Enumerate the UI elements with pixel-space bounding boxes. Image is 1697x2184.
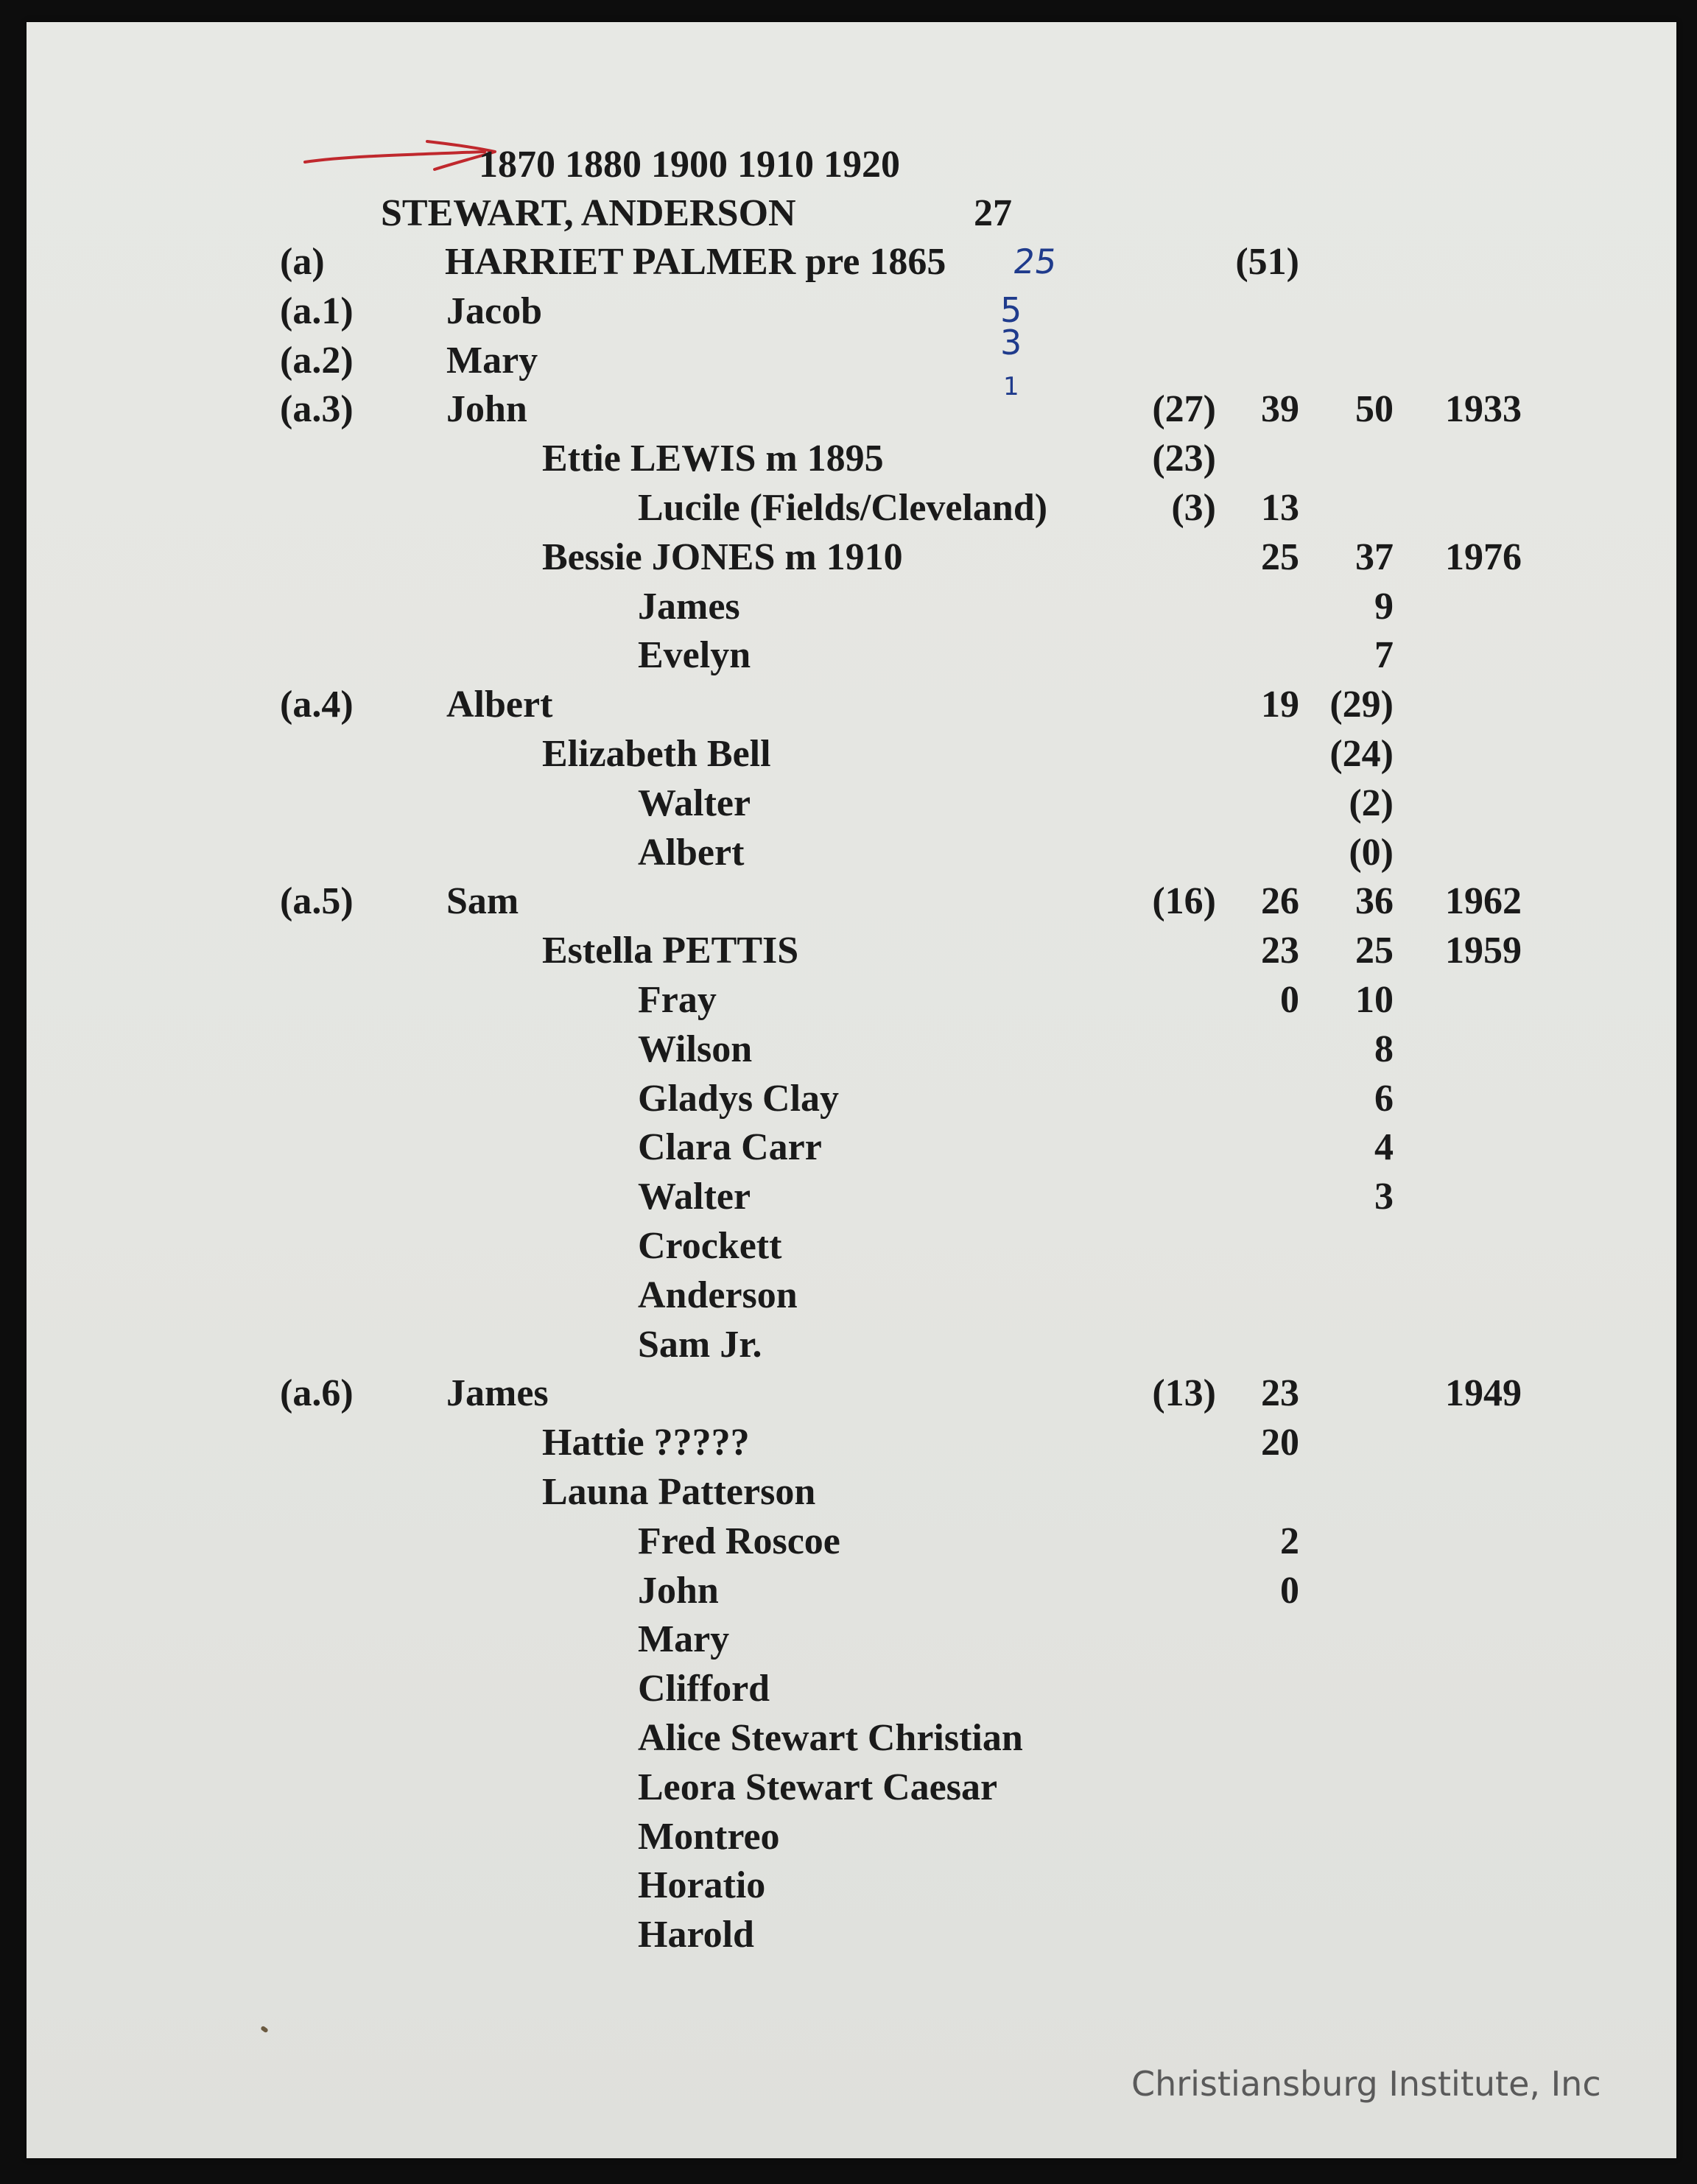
census-value-c1900: 8 (1374, 1028, 1394, 1070)
person-name: Hattie ????? (542, 1422, 750, 1464)
census-value-c1870: (3) (1171, 487, 1216, 529)
row-id: (a.1) (280, 289, 354, 332)
person-name: Launa Patterson (542, 1471, 816, 1513)
census-value-c1880: 23 (1261, 1372, 1299, 1415)
person-name: Alice Stewart Christian (638, 1717, 1023, 1759)
row-id: (a.6) (280, 1372, 354, 1415)
census-value-c1880: 2 (1280, 1520, 1299, 1562)
census-value-c1880: 20 (1261, 1422, 1299, 1464)
census-value-c1900: 10 (1355, 979, 1394, 1021)
person-name: Walter (638, 1176, 751, 1218)
person-name: Walter (638, 782, 751, 824)
census-value-c1900: 36 (1355, 880, 1394, 923)
person-name: Leora Stewart Caesar (638, 1766, 998, 1808)
census-value-c1900: 50 (1355, 388, 1394, 431)
person-name: John (446, 388, 527, 431)
person-name: Sam (446, 880, 519, 923)
census-value-c1870: (27) (1152, 388, 1216, 431)
person-name: Mary (638, 1618, 730, 1661)
person-name: James (446, 1372, 549, 1415)
person-name: Clara Carr (638, 1126, 822, 1169)
person-name: Sam Jr. (638, 1323, 762, 1366)
census-value-c1900: (24) (1329, 733, 1394, 775)
person-name: Horatio (638, 1864, 766, 1907)
census-value-death: 1976 (1445, 536, 1522, 578)
census-value-death: 1962 (1445, 880, 1522, 923)
handwritten-age-jacob: 5 (1000, 290, 1022, 330)
census-value-c1900: (2) (1349, 782, 1394, 824)
census-value-c1900: 3 (1374, 1176, 1394, 1218)
census-value-c1880: 23 (1261, 930, 1299, 972)
family-age: 27 (974, 192, 1012, 234)
census-value-c1900: 9 (1374, 585, 1394, 628)
row-id: (a.4) (280, 684, 354, 726)
document-page (27, 22, 1676, 2158)
person-name: Mary (446, 339, 538, 382)
row-id: (a.5) (280, 880, 354, 923)
person-name: Albert (638, 831, 745, 874)
census-value-c1870: (13) (1152, 1372, 1216, 1415)
person-name: John (638, 1569, 719, 1612)
person-name: Anderson (638, 1274, 798, 1316)
row-id: (a.2) (280, 339, 354, 382)
person-name: Clifford (638, 1668, 770, 1710)
census-value-c1880: 25 (1261, 536, 1299, 578)
census-value-c1900: 7 (1374, 634, 1394, 677)
person-name: Evelyn (638, 634, 751, 677)
census-value-c1880: 19 (1261, 684, 1299, 726)
person-name: Wilson (638, 1028, 753, 1070)
census-value-c1870: (16) (1152, 880, 1216, 923)
row-id: (a.3) (280, 388, 354, 431)
census-value-death: 1959 (1445, 930, 1522, 972)
census-value-death: 1949 (1445, 1372, 1522, 1415)
person-name: Estella PETTIS (542, 930, 799, 972)
person-name: Albert (446, 684, 553, 726)
family-name-heading: STEWART, ANDERSON (381, 192, 796, 234)
census-value-c1880: 13 (1261, 487, 1299, 529)
person-name: Montreo (638, 1815, 780, 1858)
census-value-c1880: 39 (1261, 388, 1299, 431)
person-name: HARRIET PALMER pre 1865 (445, 241, 946, 283)
census-value-c1880: (51) (1235, 241, 1299, 283)
census-value-c1870: (23) (1152, 438, 1216, 480)
handwritten-age-harriet: 25 (1011, 242, 1060, 281)
person-name: James (638, 585, 740, 628)
census-value-c1900: (29) (1329, 684, 1394, 726)
row-id: (a) (280, 241, 325, 283)
person-name: Bessie JONES m 1910 (542, 536, 903, 578)
census-value-c1900: (0) (1349, 831, 1394, 874)
census-value-c1900: 6 (1374, 1077, 1394, 1120)
person-name: Crockett (638, 1225, 782, 1267)
person-name: Ettie LEWIS m 1895 (542, 438, 884, 480)
census-value-c1900: 37 (1355, 536, 1394, 578)
handwritten-age-mary: 3 (1000, 323, 1022, 362)
paper-speck (260, 2026, 269, 2034)
person-name: Lucile (Fields/Cleveland) (638, 487, 1048, 529)
person-name: Elizabeth Bell (542, 733, 771, 775)
handwritten-age-john: 1 (1003, 372, 1019, 401)
person-name: Gladys Clay (638, 1077, 840, 1120)
census-value-c1880: 0 (1280, 979, 1299, 1021)
census-value-death: 1933 (1445, 388, 1522, 431)
census-value-c1900: 25 (1355, 930, 1394, 972)
census-value-c1880: 26 (1261, 880, 1299, 923)
person-name: Fray (638, 979, 717, 1021)
person-name: Harold (638, 1914, 754, 1956)
person-name: Fred Roscoe (638, 1520, 840, 1562)
census-years-header: 1870 1880 1900 1910 1920 (479, 144, 900, 186)
person-name: Jacob (446, 289, 542, 332)
red-arrow-annotation (302, 133, 501, 177)
census-value-c1880: 0 (1280, 1569, 1299, 1612)
watermark: Christiansburg Institute, Inc (1131, 2064, 1601, 2104)
census-value-c1900: 4 (1374, 1126, 1394, 1169)
